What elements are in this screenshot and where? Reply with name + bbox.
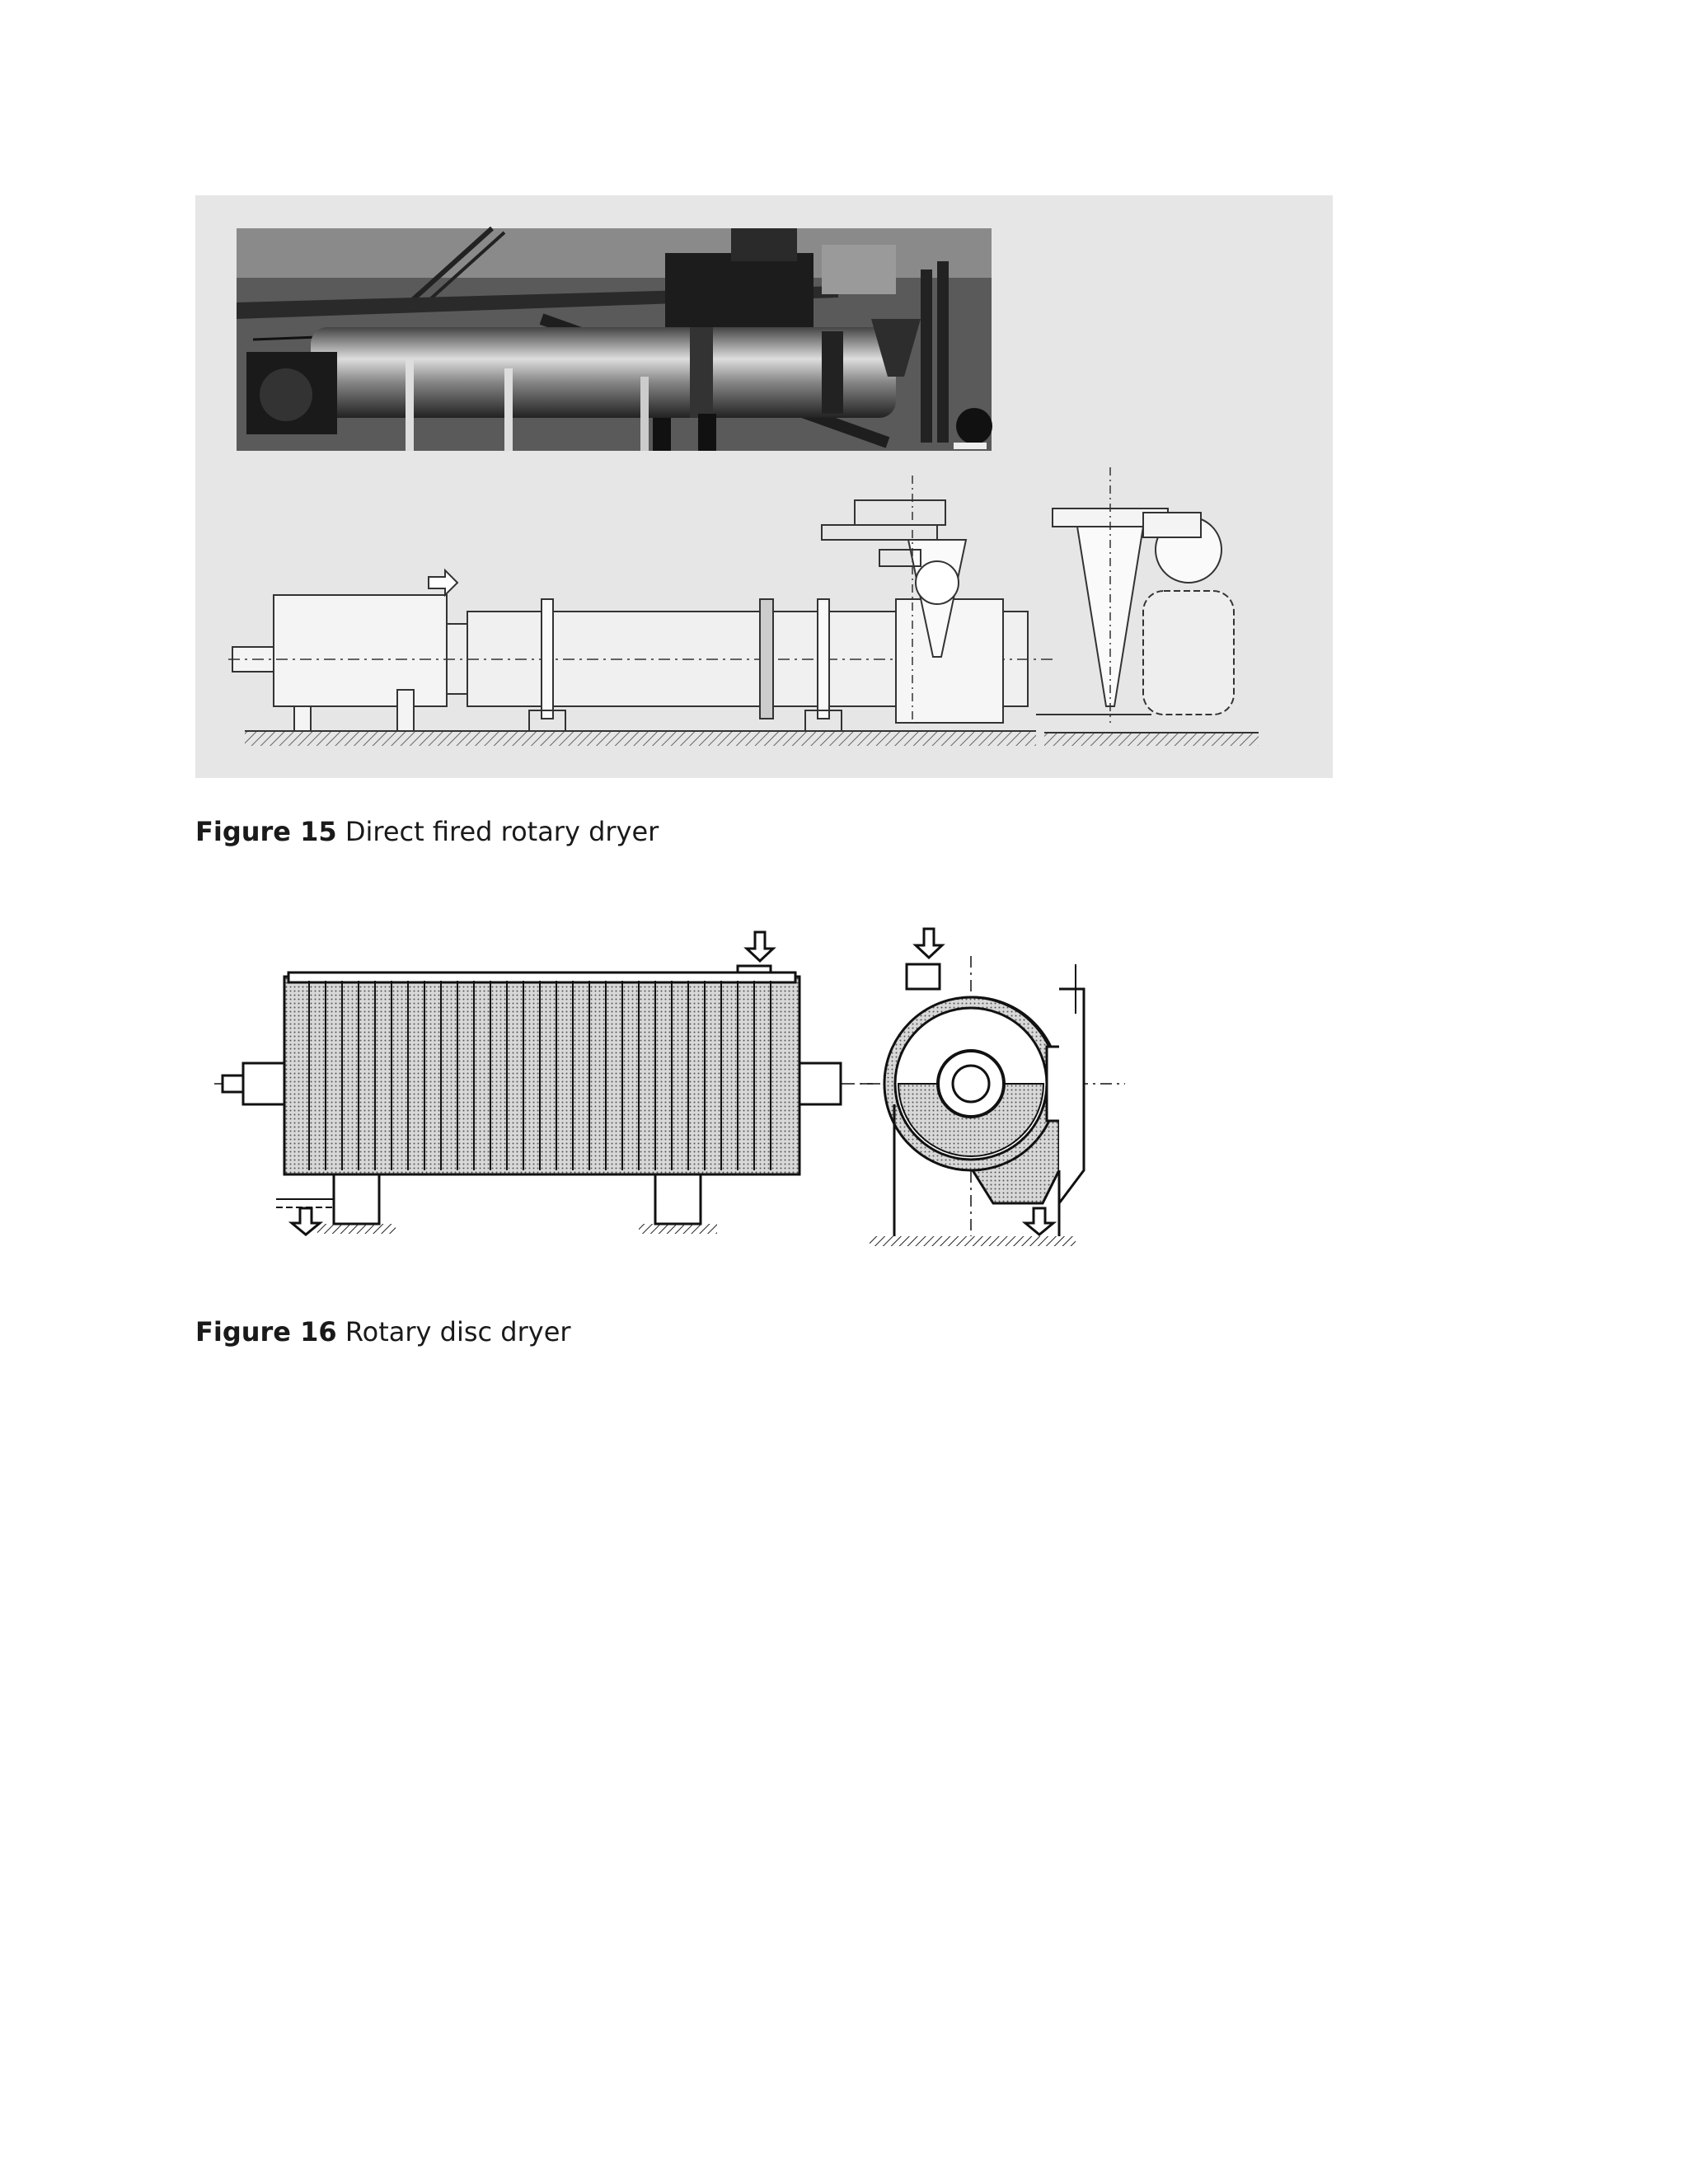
figure-16-label: Figure 16 <box>195 1316 337 1347</box>
rotary-disc-dryer-drawing <box>210 923 1142 1269</box>
figure-15-label: Figure 15 <box>195 816 337 847</box>
disc-dryer-side-view <box>214 932 878 1235</box>
figure-15-image <box>195 195 1333 778</box>
rotary-dryer-illustration <box>195 195 1333 778</box>
disc-dryer-end-view <box>861 929 1125 1246</box>
figure-15-caption-text: Direct fired rotary dryer <box>345 816 659 847</box>
figure-16-image <box>210 923 1142 1269</box>
figure-15-caption <box>195 816 659 847</box>
figure-16-caption-text: Rotary disc dryer <box>345 1316 571 1347</box>
plant-photo <box>237 228 992 451</box>
figure-16-caption <box>195 1316 571 1347</box>
